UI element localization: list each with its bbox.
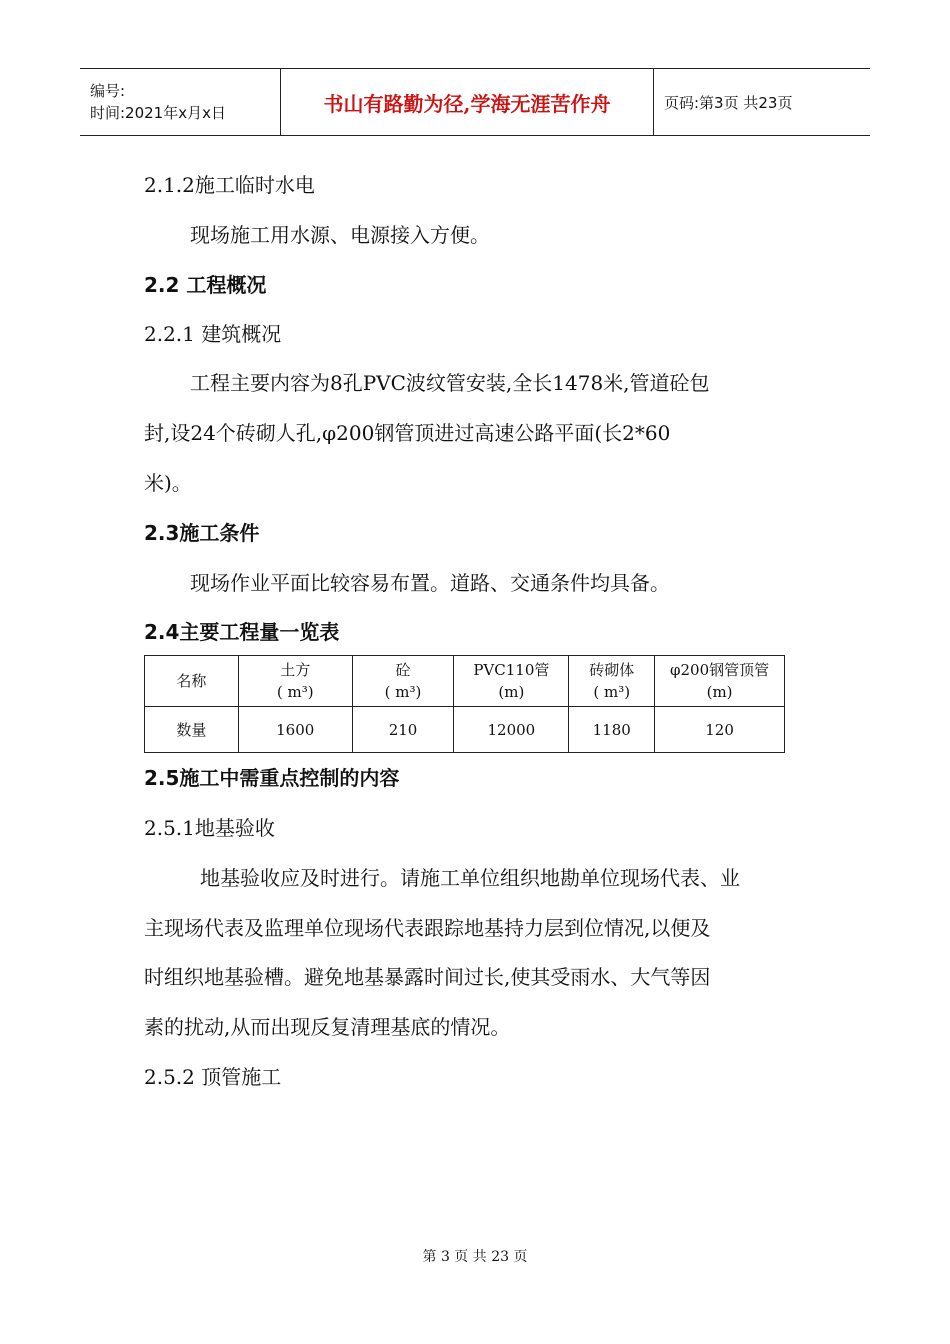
- section-2-2-1-line-1: 工程主要内容为8孔PVC波纹管安装,全长1478米,管道砼包: [190, 371, 710, 395]
- table-header-row: [145, 656, 785, 707]
- section-2-1-2-text: 现场施工用水源、电源接入方便。: [190, 223, 490, 247]
- section-2-2-1-line-3: 米)。: [144, 471, 192, 495]
- section-2-2-title: 2.2 工程概况: [144, 273, 267, 297]
- section-2-3-text: 现场作业平面比较容易布置。道路、交通条件均具备。: [190, 571, 670, 595]
- table-row-label: 数量: [145, 707, 239, 753]
- section-2-5-1-title: 2.5.1地基验收: [144, 816, 275, 840]
- table-cell: 12000: [454, 707, 569, 753]
- table-cell: 210: [352, 707, 454, 753]
- section-2-4-title: 2.4主要工程量一览表: [144, 620, 340, 644]
- table-row: [145, 707, 785, 753]
- quantity-table: [144, 655, 785, 753]
- table-cell: 1600: [238, 707, 352, 753]
- page-footer: 第 3 页 共 23 页: [422, 1249, 528, 1265]
- section-2-5-1-line-2: 主现场代表及监理单位现场代表跟踪地基持力层到位情况,以便及: [144, 916, 711, 940]
- section-2-3-title: 2.3施工条件: [144, 521, 260, 545]
- table-header-cell: 砖砌体 ( m³): [569, 656, 655, 707]
- section-2-2-1-title: 2.2.1 建筑概况: [144, 322, 282, 346]
- table-header-cell: PVC110管 (m): [454, 656, 569, 707]
- section-2-5-1-line-4: 素的扰动,从而出现反复清理基底的情况。: [144, 1015, 511, 1039]
- document-time-label: 时间:2021年x月x日: [90, 104, 226, 122]
- table-header-label: 名称: [145, 656, 239, 707]
- table-cell: 1180: [569, 707, 655, 753]
- section-2-2-1-line-2: 封,设24个砖砌人孔,φ200钢管顶进过高速公路平面(长2*60: [144, 421, 671, 445]
- section-2-5-1-line-3: 时组织地基验槽。避免地基暴露时间过长,使其受雨水、大气等因: [144, 965, 711, 989]
- table-header-cell: 砼 ( m³): [352, 656, 454, 707]
- section-2-5-2-title: 2.5.2 顶管施工: [144, 1065, 282, 1089]
- section-2-5-1-line-1: 地基验收应及时进行。请施工单位组织地勘单位现场代表、业: [200, 866, 740, 890]
- table-cell: 120: [655, 707, 785, 753]
- header-motto: 书山有路勤为径,学海无涯苦作舟: [281, 69, 654, 135]
- table-header-cell: 土方 ( m³): [238, 656, 352, 707]
- section-2-1-2-title: 2.1.2施工临时水电: [144, 173, 315, 197]
- header-page-number: 页码:第3页 共23页: [664, 93, 793, 112]
- page-header: [80, 68, 870, 136]
- header-meta: [80, 69, 281, 135]
- document-number-label: 编号:: [90, 82, 126, 100]
- section-2-5-title: 2.5施工中需重点控制的内容: [144, 766, 400, 790]
- table-header-cell: φ200钢管顶管 (m): [655, 656, 785, 707]
